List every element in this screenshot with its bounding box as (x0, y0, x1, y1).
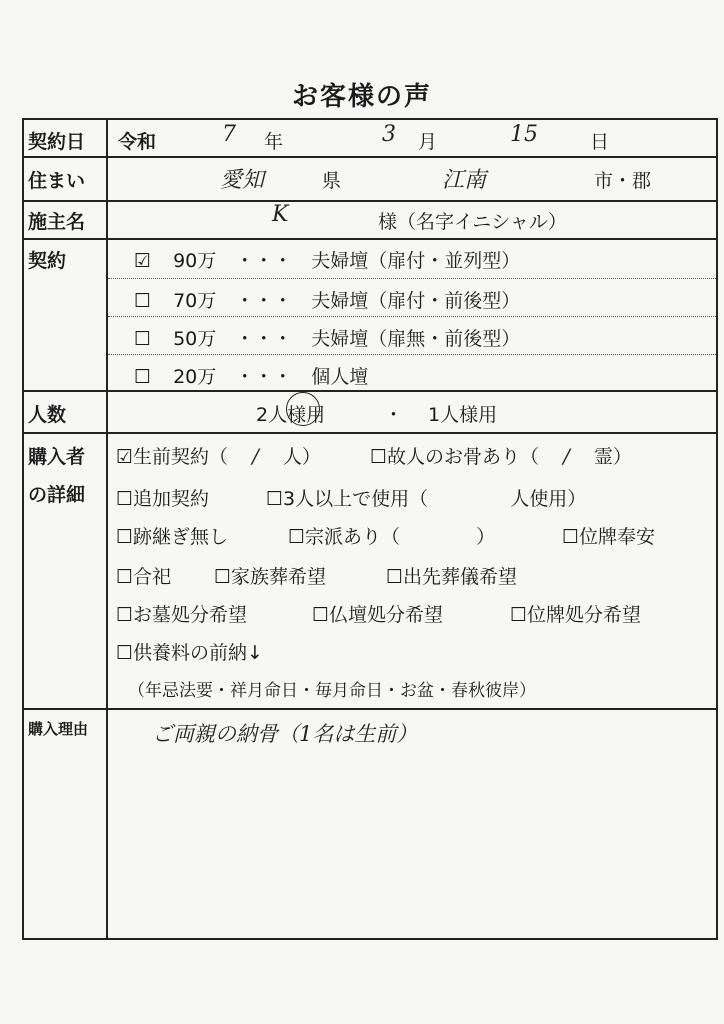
era-label: 令和 (118, 131, 157, 153)
owner-label: 施主名 (28, 211, 86, 233)
contract-option-text: 20万 ・・・ 個人壇 (173, 366, 369, 388)
survey-form (22, 118, 718, 940)
contract-option-text: 90万 ・・・ 夫婦壇（扉付・並列型） (173, 250, 521, 272)
three-plus-users-unit: 人使用） (510, 488, 587, 510)
deceased-unit: 霊） (593, 446, 632, 468)
people-separator: ・ (384, 404, 404, 426)
row-divider (24, 238, 716, 240)
day-unit: 日 (590, 131, 610, 153)
three-plus-users-label: ☐3人以上で使用（ (266, 488, 429, 510)
contract-option-text: 70万 ・・・ 夫婦壇（扉付・前後型） (173, 290, 521, 312)
pre-need-count[interactable]: / (252, 444, 259, 468)
onsite-funeral-checkbox[interactable]: ☐出先葬儀希望 (386, 566, 518, 588)
contract-label: 契約 (28, 250, 67, 272)
day-value[interactable]: 15 (510, 122, 538, 147)
contract-option-20[interactable] (134, 362, 368, 389)
no-successor-checkbox[interactable]: ☐跡継ぎ無し (116, 526, 229, 548)
people-option-one[interactable]: 1人様用 (428, 404, 498, 426)
reason-value[interactable]: ご両親の納骨（1名は生前） (152, 722, 418, 746)
three-plus-users-checkbox[interactable] (266, 484, 586, 511)
reason-label: 購入理由 (28, 720, 89, 738)
row-divider (24, 432, 716, 434)
contract-option-70[interactable] (134, 286, 520, 313)
memorial-occasions-note: （年忌法要・祥月命日・毎月命日・お盆・春秋彼岸） (128, 681, 536, 701)
row-divider (24, 200, 716, 202)
deceased-remains-label: ☐故人のお骨あり（ (370, 446, 540, 468)
row-divider (24, 390, 716, 392)
owner-suffix: 様（名字イニシャル） (378, 211, 567, 233)
sect-checkbox[interactable] (288, 522, 495, 549)
prefecture-value[interactable]: 愛知 (220, 168, 265, 193)
details-label-line2: の詳細 (28, 484, 86, 506)
memorial-prepay-checkbox[interactable]: ☐供養料の前納↓ (116, 642, 263, 664)
owner-initial[interactable]: K (272, 202, 289, 227)
checkbox[interactable]: ☐ (134, 290, 152, 312)
month-unit: 月 (418, 131, 438, 153)
contract-option-50[interactable] (134, 324, 520, 351)
grave-disposal-checkbox[interactable]: ☐お墓処分希望 (116, 604, 248, 626)
ihai-disposal-checkbox[interactable]: ☐位牌処分希望 (510, 604, 642, 626)
address-label: 住まい (28, 170, 86, 192)
city-unit: 市・郡 (594, 170, 652, 192)
checkbox[interactable]: ☐ (134, 328, 152, 350)
year-unit: 年 (264, 131, 284, 153)
sect-label: ☐宗派あり（ (288, 526, 401, 548)
month-value[interactable]: 3 (382, 122, 396, 147)
contract-option-text: 50万 ・・・ 夫婦壇（扉無・前後型） (173, 328, 521, 350)
joint-burial-checkbox[interactable]: ☐合祀 (116, 566, 172, 588)
label-column (24, 120, 108, 938)
city-value[interactable]: 江南 (442, 168, 487, 193)
pre-need-contract-label: ☑生前契約（ (116, 446, 229, 468)
people-option-two[interactable]: 2人様用 (256, 404, 326, 426)
contract-date-label: 契約日 (28, 131, 86, 153)
row-divider (24, 156, 716, 158)
row-divider-dotted (108, 316, 716, 317)
ihai-enshrine-checkbox[interactable]: ☐位牌奉安 (562, 526, 656, 548)
pre-need-unit: 人） (282, 446, 321, 468)
prefecture-unit: 県 (322, 170, 342, 192)
row-divider (24, 708, 716, 710)
details-label-line1: 購入者 (28, 446, 86, 468)
additional-contract-checkbox[interactable]: ☐追加契約 (116, 488, 210, 510)
year-value[interactable]: 7 (222, 122, 236, 147)
checkbox-checked[interactable]: ☑ (134, 250, 152, 272)
deceased-remains-checkbox[interactable] (370, 442, 632, 469)
page-title: お客様の声 (291, 82, 432, 112)
checkbox[interactable]: ☐ (134, 366, 152, 388)
family-funeral-checkbox[interactable]: ☐家族葬希望 (214, 566, 327, 588)
altar-disposal-checkbox[interactable]: ☐仏壇処分希望 (312, 604, 444, 626)
row-divider-dotted (108, 278, 716, 279)
pre-need-contract-checkbox[interactable] (116, 442, 321, 469)
row-divider-dotted (108, 354, 716, 355)
deceased-count[interactable]: / (563, 444, 570, 468)
contract-option-90[interactable] (134, 246, 520, 273)
people-label: 人数 (28, 404, 67, 426)
sect-close: ） (476, 526, 496, 548)
